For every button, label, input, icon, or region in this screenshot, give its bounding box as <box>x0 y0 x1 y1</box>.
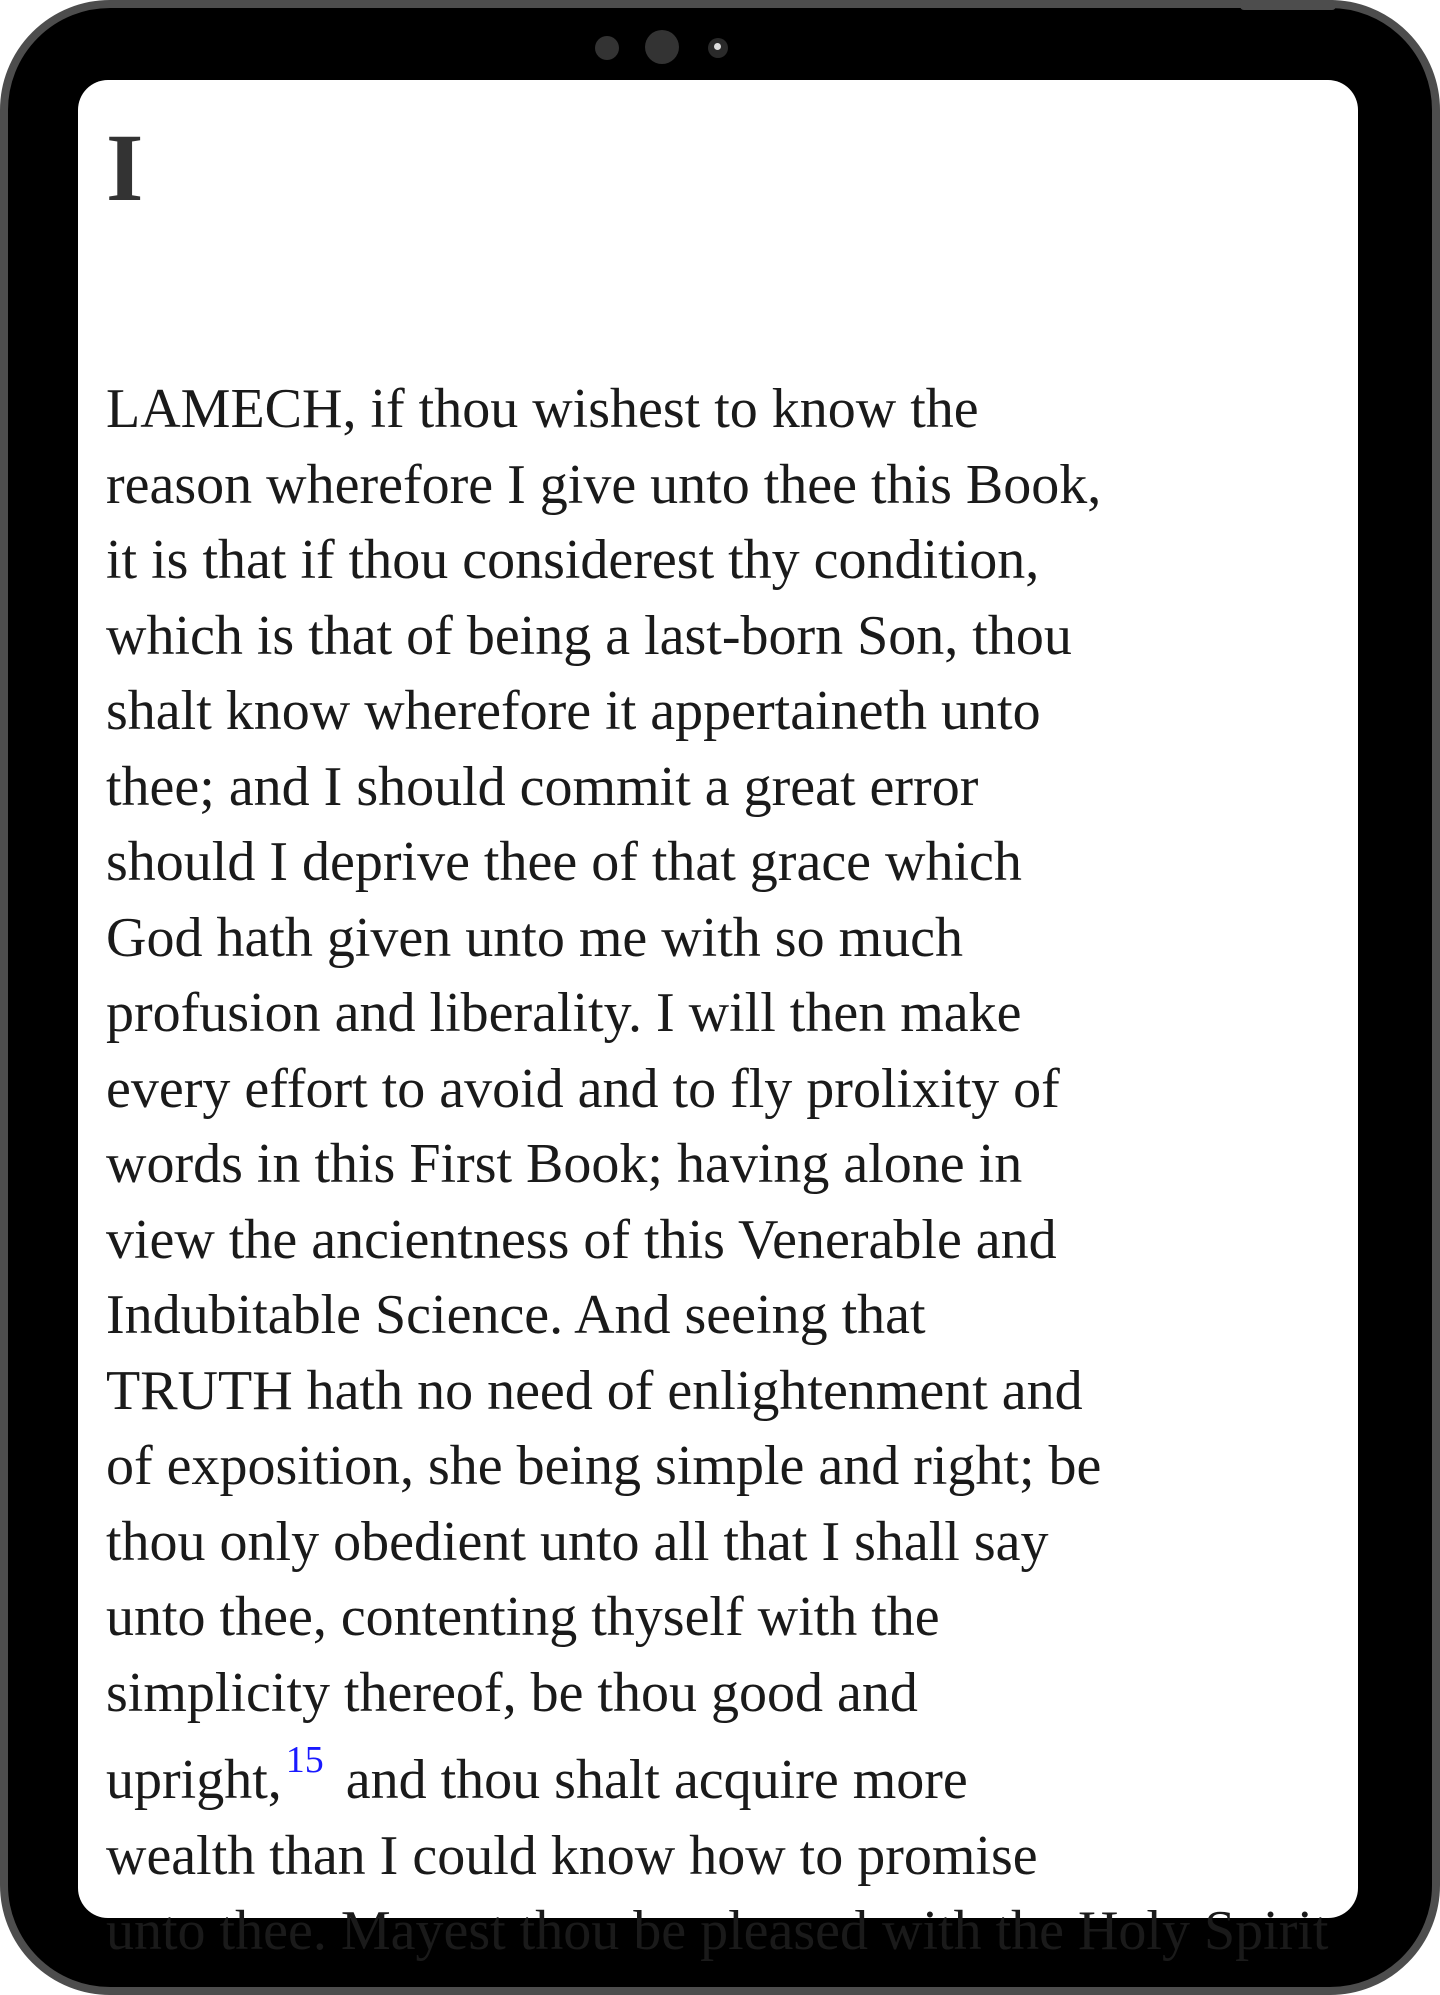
chapter-heading: I <box>106 114 144 221</box>
text-line: thou only obedient unto all that I shall say <box>106 1510 1049 1573</box>
text-line: words in this First Book; having alone in <box>106 1133 1023 1195</box>
footnote-link[interactable]: 15 <box>285 1739 324 1781</box>
text-line: Indubitable Science. And seeing that <box>106 1284 926 1346</box>
sensor-icon <box>595 36 619 60</box>
text-line: every effort to avoid and to fly prolixity of <box>106 1057 1060 1120</box>
passage-body <box>106 372 1346 1962</box>
text-line: view the ancientness of this Venerable and <box>106 1208 1057 1271</box>
text-line: shalt know wherefore it appertaineth unto <box>106 680 1041 742</box>
volume-down-button <box>1432 260 1440 346</box>
volume-up-button <box>1432 160 1440 246</box>
text-line: profusion and liberality. I will then make <box>106 982 1022 1044</box>
text-line: which is that of being a last-born Son, thou <box>106 604 1072 667</box>
camera-icon <box>645 30 679 64</box>
reader-screen[interactable] <box>78 80 1358 1962</box>
text-fragment: upright, <box>106 1749 282 1811</box>
text-line: God hath given unto me with so much <box>106 906 964 969</box>
text-line: wealth than I could know how to promise <box>106 1824 1038 1887</box>
text-line-with-footnote <box>106 1739 1346 1819</box>
text-line: TRUTH hath no need of enlightenment and <box>106 1359 1083 1422</box>
text-line: of exposition, she being simple and right; be <box>106 1435 1102 1497</box>
power-button <box>1240 0 1336 10</box>
text-line: should I deprive thee of that grace which <box>106 831 1022 893</box>
text-line: thee; and I should commit a great error <box>106 755 979 818</box>
text-line: it is that if thou considerest thy condition, <box>106 529 1040 591</box>
text-line: simplicity thereof, be thou good and <box>106 1661 918 1724</box>
camera-lens-icon <box>708 38 728 58</box>
text-line-cut-off: unto thee. Mayest thou be pleased with the Holy Spirit <box>106 1900 1329 1962</box>
text-line: unto thee, contenting thyself with the <box>106 1586 940 1648</box>
text-line: LAMECH, if thou wishest to know the <box>106 378 979 440</box>
text-line: reason wherefore I give unto thee this Book, <box>106 453 1102 516</box>
text-fragment: and thou shalt acquire more <box>345 1749 968 1811</box>
